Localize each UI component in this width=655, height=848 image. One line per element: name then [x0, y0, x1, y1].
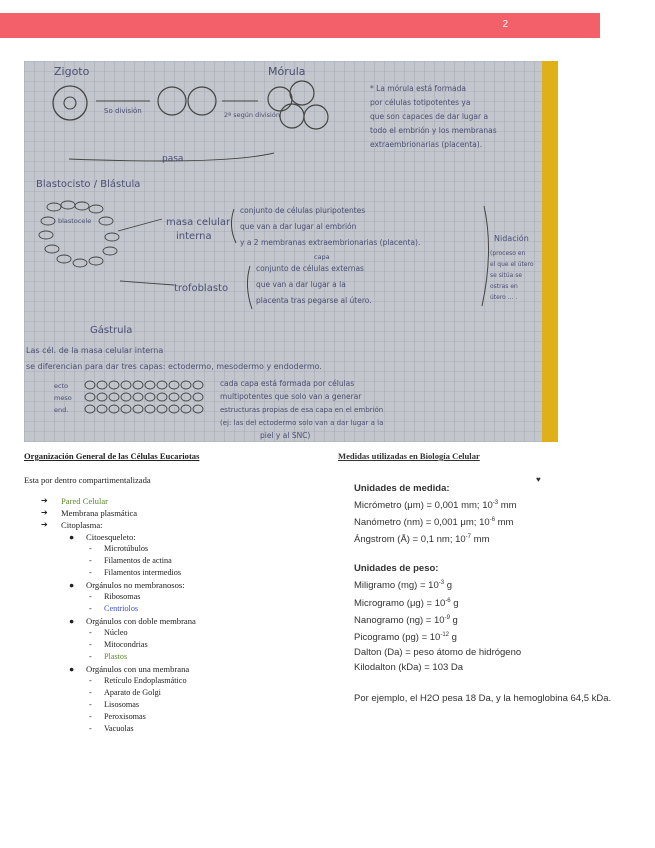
hw-capa: capa [314, 253, 330, 261]
list-item: ➔ Pared Celular [41, 496, 109, 506]
hw-note-1: por células totipotentes ya [370, 98, 471, 107]
list-item: - Núcleo [89, 628, 128, 637]
list-item: - Retículo Endoplasmático [89, 676, 187, 685]
list-item: - Mitocondrias [89, 640, 148, 649]
hw-segun-division: 2ª según división [224, 111, 280, 119]
length-line: Micrómetro (μm) = 0,001 mm; $10^{-3}$ mm [354, 500, 517, 512]
hw-masa-desc-1: que van a dar lugar al embrión [240, 222, 357, 231]
bullet-icon: ● [69, 664, 75, 674]
header-bar [0, 13, 600, 38]
hw-note-0: * La mórula está formada [370, 84, 466, 93]
arrow-icon: ➔ [41, 508, 48, 517]
hw-capas-desc-4: piel y al SNC) [260, 431, 311, 440]
hw-masa-celular-1: interna [176, 231, 212, 242]
list-item: - Ribosomas [89, 592, 141, 601]
hw-capas-desc-1: multipotentes que solo van a generar [220, 392, 362, 401]
hw-nidacion-3: se sitúa se [490, 272, 523, 279]
hw-gastrula-desc-1: se diferencian para dar tres capas: ectodermo, mesodermo y endodermo. [26, 362, 322, 371]
list-item: ● Orgánulos con doble membrana - Núcleo - Mitocondrias - Plastos [61, 615, 324, 663]
hw-morula: Mórula [268, 65, 306, 78]
hw-blastocisto: Blastocisto / Blástula [36, 179, 141, 190]
length-line: Nanómetro (nm) = 0,001 μm; $10^{-6}$ mm [354, 517, 514, 529]
list-item: - Centriolos [89, 604, 139, 613]
list-item: - Filamentos intermedios [89, 568, 182, 577]
hw-capas-desc-0: cada capa está formada por células [220, 379, 355, 388]
page-number: 2 [502, 19, 508, 30]
mass-line: Kilodalton (kDa) = 103 Da [354, 662, 464, 674]
hw-zigoto: Zigoto [54, 65, 90, 78]
hw-capas-desc-3: (ej: las del ectodermo solo van a dar lugar a la [220, 419, 384, 427]
hw-trofo-desc-1: que van a dar lugar a la [256, 280, 346, 289]
list-item: - Plastos [89, 652, 128, 661]
hw-nidacion-1: (proceso en [490, 250, 526, 257]
bullet-icon: ● [69, 616, 75, 626]
hw-blastocele: blastocele [58, 217, 92, 225]
hw-masa-desc-0: conjunto de células pluripotentes [240, 206, 366, 215]
list-item: - Lisosomas [89, 700, 140, 709]
example-text: Por ejemplo, el H2O pesa 18 Da, y la hemoglobina 64,5 kDa. [354, 693, 612, 705]
mass-line: Picogramo $(pg) = 10^{-12}$ g [354, 631, 457, 644]
hw-capa-meso: meso [54, 394, 72, 402]
mass-line: Microgramo $(\mu g) = 10^{-6}$ g [354, 597, 459, 609]
section-title-left: Organización General de las Células Eucariotas [24, 451, 200, 461]
hw-pasa: pasa [162, 154, 184, 164]
arrow-icon: ➔ [41, 520, 48, 529]
handwritten-notes-photo [24, 61, 558, 442]
hw-capas-desc-2: estructuras propias de esa capa en el embrión [220, 406, 384, 414]
list-item: - Microtúbulos [89, 544, 149, 553]
hw-note-2: que son capaces de dar lugar a [370, 112, 489, 121]
intro-text: Esta por dentro compartimentalizada [24, 475, 151, 485]
list-item: - Vacuolas [89, 724, 134, 733]
hw-trofo-desc-0: conjunto de células externas [256, 264, 364, 273]
hw-gastrula: Gástrula [90, 325, 133, 336]
list-item: - Peroxisomas [89, 712, 146, 721]
list-item: - Filamentos de actina [89, 556, 172, 565]
hw-masa-desc-2: y a 2 membranas extraembrionarias (placenta). [240, 238, 421, 247]
arrow-icon: ➔ [41, 496, 48, 505]
mass-line: Nanogramo $(ng) = 10^{-9}$ g [354, 614, 458, 626]
hw-so-division: So división [104, 107, 142, 115]
hw-trofoblasto: trofoblasto [174, 283, 229, 294]
mass-line: Miligramo $(mg) = 10^{-3}$ g [354, 580, 453, 592]
bullet-icon: ● [69, 580, 75, 590]
eukaryotic-cell-organization [24, 451, 324, 735]
hw-gastrula-desc-0: Las cél. de la masa celular interna [26, 346, 164, 355]
hw-capa-ecto: ecto [54, 382, 69, 390]
length-heading: Unidades de medida: [354, 483, 450, 494]
bullet-icon: ● [69, 532, 75, 542]
list-item: ➔ Membrana plasmática [41, 508, 138, 518]
hw-nidacion-2: el que el útero [490, 261, 534, 268]
hw-nidacion-4: ostras en [490, 283, 518, 290]
hw-masa-celular-0: masa celular [166, 217, 231, 228]
hw-note-4: extraembrionarias (placenta). [370, 140, 483, 149]
hw-trofo-desc-2: placenta tras pegarse al útero. [256, 296, 372, 305]
hw-nidacion-5: útero ... . [490, 294, 518, 301]
heart-icon: ♥ [536, 475, 541, 484]
list-item: ● Citoesqueleto: - Microtúbulos - Filamentos de actina - Filamentos intermedios [61, 531, 324, 579]
list-item: ➔ Citoplasma: ● Citoesqueleto: - Microtúbulos - Filamentos de actina - Filamentos intermedios ● Orgánulos no membranosos: - Ribosomas - Centriolos ● Orgánulos con doble membrana - Núcleo - Mitocondrias - Plastos ● Orgánulos con una membrana - Retículo Endoplasmático - Aparato de Golgi - Lisosomas - Peroxisomas - Vacuolas [24, 519, 324, 735]
mass-heading: Unidades de peso: [354, 563, 439, 575]
length-line: Ángstrom (Å) = 0,1 nm; $10^{-7}$ mm [354, 534, 490, 546]
mass-line: Dalton (Da) = peso átomo de hidrógeno [354, 647, 522, 659]
list-item: ● Orgánulos no membranosos: - Ribosomas - Centriolos [61, 579, 324, 615]
list-item: ● Orgánulos con una membrana - Retículo Endoplasmático - Aparato de Golgi - Lisosomas - Peroxisomas - Vacuolas [61, 663, 324, 735]
hw-capa-end: end. [54, 406, 69, 414]
section-title-right: Medidas utilizadas en Biología Celular [338, 451, 480, 461]
hw-note-3: todo el embrión y los membranas [370, 126, 497, 135]
list-item: - Aparato de Golgi [89, 688, 161, 697]
hw-nidacion-0: Nidación [494, 234, 529, 243]
biology-measurements [338, 451, 639, 706]
